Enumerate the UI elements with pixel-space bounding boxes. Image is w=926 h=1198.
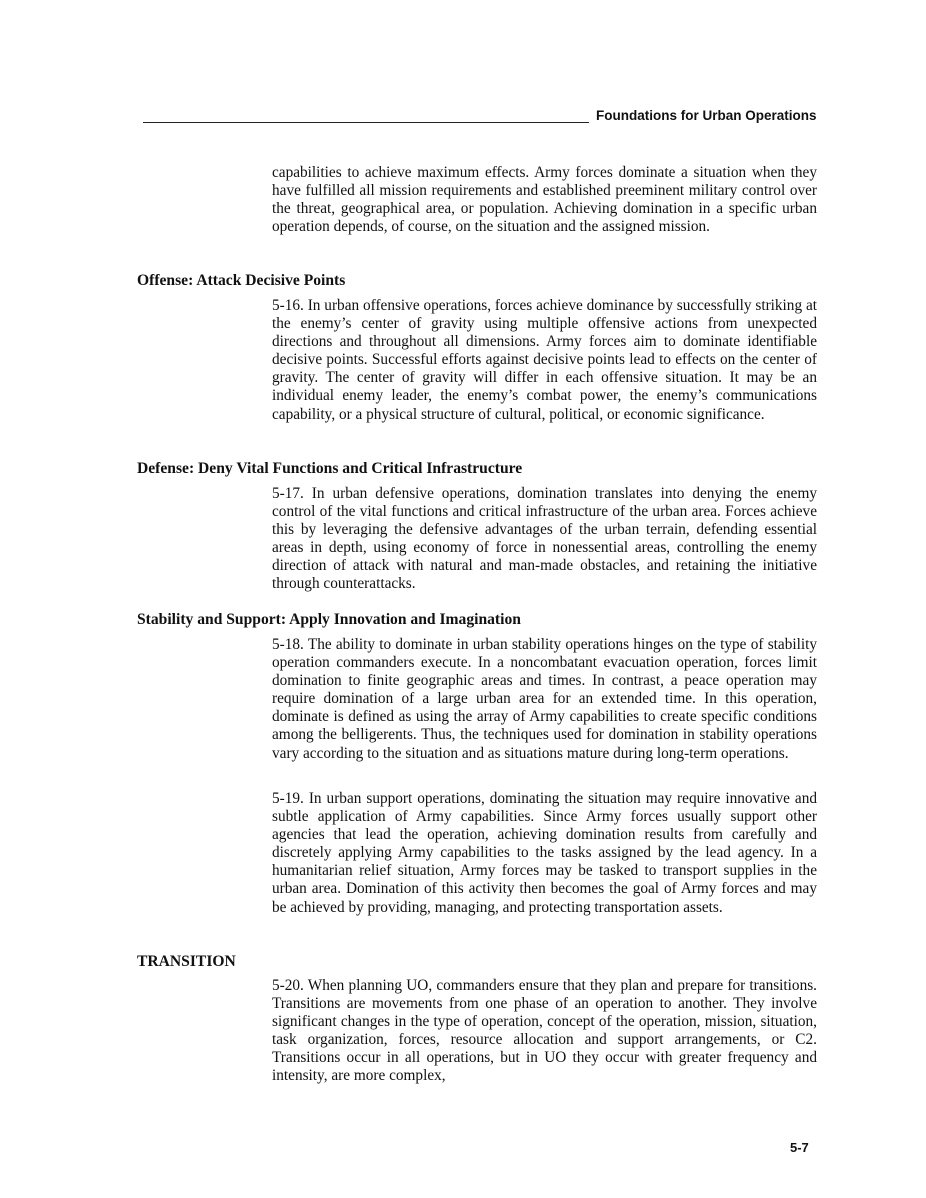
heading-offense: Offense: Attack Decisive Points	[137, 272, 346, 289]
header-rule	[143, 122, 589, 123]
heading-defense: Defense: Deny Vital Functions and Critical Infrastructure	[137, 460, 523, 477]
paragraph-5-20: 5-20. When planning UO, commanders ensure that they plan and prepare for transitions. Transitions are movements from one phase of an operation to another. They involve significant changes in the type of operation, concept of the operation, mission, situation, task organization, forces, resource allocation and support arrangements, or C2. Transitions occur in all operations, but in UO they occur with greater frequency and intensity, are more complex,	[272, 977, 817, 1085]
paragraph-5-18: 5-18. The ability to dominate in urban stability operations hinges on the type of stability operation commanders execute. In a noncombatant evacuation operation, forces limit domination to finite geographic areas and times. In contrast, a peace operation may require domination of a large urban area for an extended time. In this operation, dominate is defined as using the array of Army capabilities to create specific conditions among the belligerents. Thus, the techniques used for domination in stability operations vary according to the situation and as situations mature during long-term operations.	[272, 636, 817, 762]
paragraph-5-16: 5-16. In urban offensive operations, forces achieve dominance by successfully striking at the enemy’s center of gravity using multiple offensive actions from unexpected directions and throughout all dimensions. Army forces aim to dominate identifiable decisive points. Successful efforts against decisive points lead to effects on the center of gravity. The center of gravity will differ in each offensive situation. It may be an individual enemy leader, the enemy’s combat power, the enemy’s communications capability, or a physical structure of cultural, political, or economic significance.	[272, 297, 817, 423]
intro-paragraph: capabilities to achieve maximum effects. Army forces dominate a situation when they have fulfilled all mission requirements and established preeminent military control over the threat, geographical area, or population. Achieving domination in a specific urban operation depends, of course, on the situation and the assigned mission.	[272, 164, 817, 236]
heading-stability-support: Stability and Support: Apply Innovation and Imagination	[137, 611, 521, 628]
paragraph-5-17: 5-17. In urban defensive operations, domination translates into denying the enemy control of the vital functions and critical infrastructure of the urban area. Forces achieve this by leveraging the defensive advantages of the urban terrain, defending essential areas in depth, using economy of force in nonessential areas, controlling the enemy direction of attack with natural and man-made obstacles, and retaining the initiative through counterattacks.	[272, 485, 817, 593]
paragraph-5-19: 5-19. In urban support operations, dominating the situation may require innovative and subtle application of Army capabilities. Since Army forces usually support other agencies that lead the operation, achieving domination results from carefully and discretely applying Army capabilities to the tasks assigned by the lead agency. In a humanitarian relief situation, Army forces may be tasked to transport supplies in the urban area. Domination of this activity then becomes the goal of Army forces and may be achieved by providing, managing, and protecting transportation assets.	[272, 790, 817, 916]
page-number: 5-7	[790, 1140, 809, 1155]
running-header-title: Foundations for Urban Operations	[596, 108, 817, 123]
heading-transition: TRANSITION	[137, 953, 236, 970]
